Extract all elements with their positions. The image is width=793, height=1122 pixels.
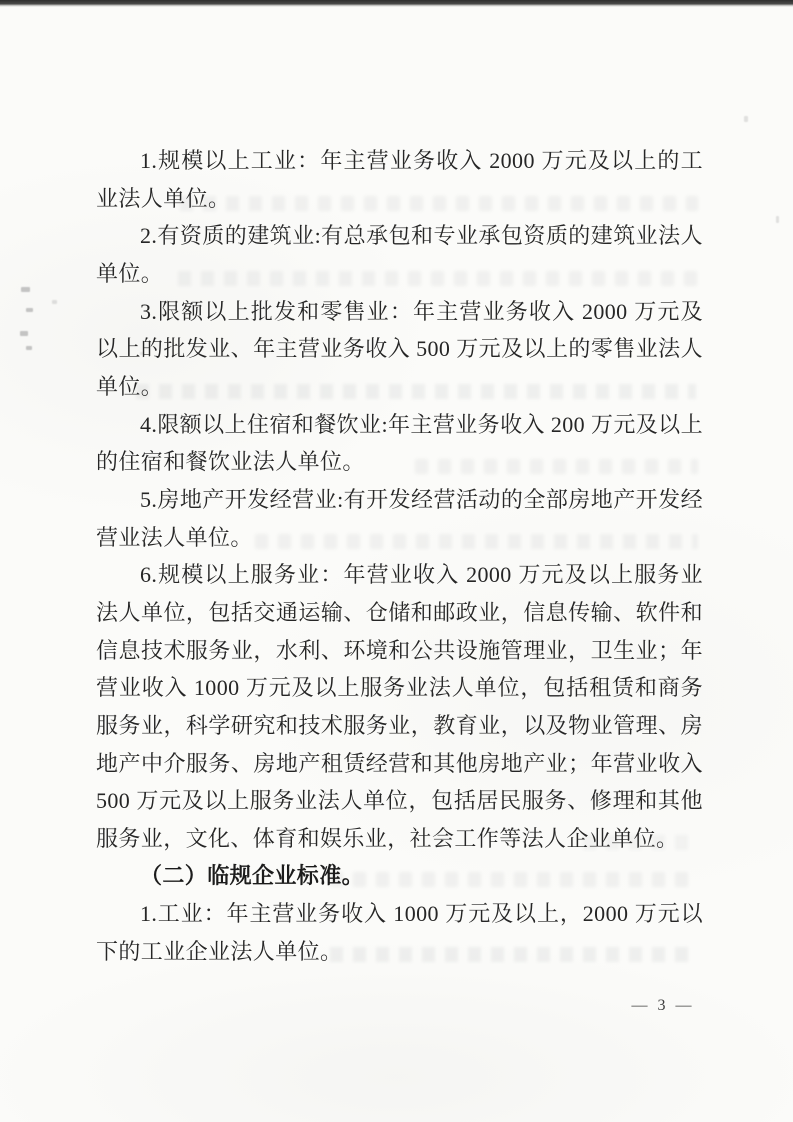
scan-speck [26, 308, 33, 312]
paragraph: 3.限额以上批发和零售业：年主营业务收入 2000 万元及以上的批发业、年主营业务收入 500 万元及以上的零售业法人单位。 [96, 298, 703, 399]
paragraph: 5.房地产开发经营业:有开发经营活动的全部房地产开发经营业法人单位。 [96, 486, 703, 550]
document-body [96, 142, 703, 970]
scanner-edge-artifact [0, 0, 793, 7]
scan-speck [744, 116, 748, 122]
paragraph: （二）临规企业标准。 [140, 863, 365, 889]
scan-speck [26, 346, 32, 350]
paragraph: 6.规模以上服务业：年营业收入 2000 万元及以上服务业法人单位，包括交通运输、仓储和邮政业，信息传输、软件和信息技术服务业，水利、环境和公共设施管理业，卫生业；年营业收入 1000 万元及以上服务业法人单位，包括租赁和商务服务业，科学研究和技术服务业，教育业，以及物业管理、房地产中介服务、房地产租赁经营和其他房地产业；年营业收入 500 万元及以上服务业法人单位，包括居民服务、修理和其他服务业，文化、体育和娱乐业，社会工作等法人企业单位。 [96, 562, 703, 851]
paragraph: 4.限额以上住宿和餐饮业:年主营业务收入 200 万元及以上的住宿和餐饮业法人单位。 [96, 411, 703, 475]
paragraph: 1.规模以上工业：年主营业务收入 2000 万元及以上的工业法人单位。 [96, 148, 703, 211]
scan-speck [21, 287, 30, 292]
page-number: — 3 — [631, 997, 695, 1014]
scan-speck [776, 216, 779, 223]
scan-speck [20, 331, 28, 336]
scan-speck [52, 300, 57, 304]
paragraph: 2.有资质的建筑业:有总承包和专业承包资质的建筑业法人单位。 [96, 223, 703, 286]
paragraph: 1.工业：年主营业务收入 1000 万元及以上，2000 万元以下的工业企业法人单位。 [96, 901, 703, 964]
